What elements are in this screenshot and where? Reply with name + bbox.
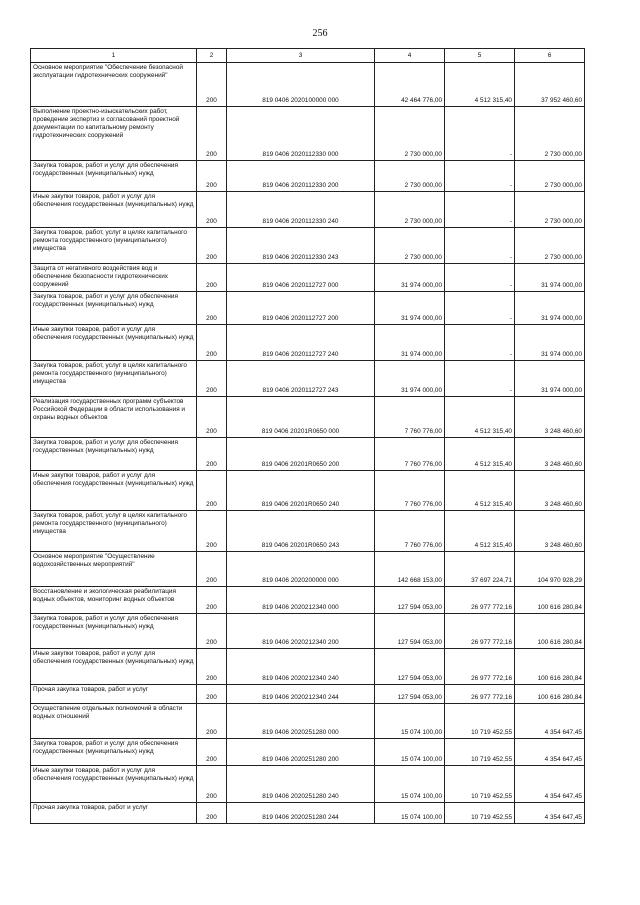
row-value-col6: 4 354 647,45 [515, 766, 585, 803]
row-value-col5: - [445, 107, 515, 161]
row-value-col5: - [445, 161, 515, 192]
row-name-cell: Иные закупки товаров, работ и услуг для обеспечения государственных (муниципальных) нужд [31, 766, 197, 803]
row-value-col5: 26 977 772,16 [445, 685, 515, 704]
row-col2-cell: 200 [197, 649, 227, 685]
row-name-cell: Закупка товаров, работ и услуг для обеспечения государственных (муниципальных) нужд [31, 161, 197, 192]
row-value-col4: 127 594 053,00 [375, 685, 445, 704]
row-col2-cell: 200 [197, 552, 227, 587]
column-header: 4 [375, 49, 445, 63]
row-value-col5: 26 977 772,16 [445, 649, 515, 685]
row-value-col5: 10 719 452,55 [445, 739, 515, 766]
row-code-cell: 819 0406 2020112330 240 [227, 192, 375, 228]
row-code-cell: 819 0406 2020112727 243 [227, 361, 375, 397]
column-header: 1 [31, 49, 197, 63]
row-value-col6: 31 974 000,00 [515, 292, 585, 325]
row-value-col6: 4 354 647,45 [515, 704, 585, 739]
row-col2-cell: 200 [197, 766, 227, 803]
row-name-cell: Основное мероприятие "Осуществление водохозяйственных мероприятий" [31, 552, 197, 587]
row-value-col5: - [445, 361, 515, 397]
row-value-col4: 31 974 000,00 [375, 292, 445, 325]
row-code-cell: 819 0406 20201R0650 240 [227, 471, 375, 511]
row-value-col4: 15 074 100,00 [375, 739, 445, 766]
row-value-col6: 31 974 000,00 [515, 264, 585, 292]
row-name-cell: Иные закупки товаров, работ и услуг для обеспечения государственных (муниципальных) нужд [31, 649, 197, 685]
row-col2-cell: 200 [197, 63, 227, 107]
row-code-cell: 819 0406 2020112727 000 [227, 264, 375, 292]
row-value-col5: 4 512 315,40 [445, 63, 515, 107]
row-name-cell: Закупка товаров, работ и услуг для обеспечения государственных (муниципальных) нужд [31, 292, 197, 325]
row-value-col5: 10 719 452,55 [445, 704, 515, 739]
row-value-col5: 26 977 772,16 [445, 614, 515, 649]
row-name-cell: Выполнение проектно-изыскательских работ, проведение экспертиз и согласований проектной документации по капитальному ремонту гидротехнических сооружений [31, 107, 197, 161]
column-header: 3 [227, 49, 375, 63]
row-code-cell: 819 0406 2020251280 244 [227, 803, 375, 824]
row-value-col5: 4 512 315,40 [445, 438, 515, 471]
row-value-col4: 2 730 000,00 [375, 192, 445, 228]
row-value-col6: 31 974 000,00 [515, 361, 585, 397]
row-value-col5: 4 512 315,40 [445, 397, 515, 438]
row-col2-cell: 200 [197, 264, 227, 292]
row-code-cell: 819 0406 20201R0650 200 [227, 438, 375, 471]
row-code-cell: 819 0406 2020112330 000 [227, 107, 375, 161]
column-header: 2 [197, 49, 227, 63]
row-value-col5: 4 512 315,40 [445, 511, 515, 552]
row-col2-cell: 200 [197, 361, 227, 397]
column-header: 6 [515, 49, 585, 63]
row-value-col4: 7 760 776,00 [375, 397, 445, 438]
table-row [31, 471, 585, 511]
row-code-cell: 819 0406 2020112330 243 [227, 228, 375, 264]
row-name-cell: Закупка товаров, работ и услуг для обеспечения государственных (муниципальных) нужд [31, 739, 197, 766]
row-name-cell: Закупка товаров, работ и услуг для обеспечения государственных (муниципальных) нужд [31, 438, 197, 471]
row-col2-cell: 200 [197, 803, 227, 824]
table-row [31, 587, 585, 614]
row-col2-cell: 200 [197, 587, 227, 614]
table-row [31, 192, 585, 228]
row-name-cell: Иные закупки товаров, работ и услуг для обеспечения государственных (муниципальных) нужд [31, 192, 197, 228]
table-row [31, 511, 585, 552]
row-col2-cell: 200 [197, 614, 227, 649]
row-col2-cell: 200 [197, 397, 227, 438]
row-value-col5: 26 977 772,16 [445, 587, 515, 614]
row-code-cell: 819 0406 2020100000 000 [227, 63, 375, 107]
row-code-cell: 819 0406 2020251280 240 [227, 766, 375, 803]
row-col2-cell: 200 [197, 471, 227, 511]
row-value-col4: 7 760 776,00 [375, 438, 445, 471]
row-value-col6: 37 952 460,60 [515, 63, 585, 107]
row-value-col6: 3 248 460,60 [515, 511, 585, 552]
row-value-col4: 142 668 153,00 [375, 552, 445, 587]
table-row [31, 438, 585, 471]
row-value-col4: 31 974 000,00 [375, 325, 445, 361]
row-value-col6: 104 970 928,29 [515, 552, 585, 587]
row-name-cell: Реализация государственных программ субъектов Российской Федерации в области использования и охраны водных объектов [31, 397, 197, 438]
row-value-col6: 100 616 280,84 [515, 587, 585, 614]
row-name-cell: Иные закупки товаров, работ и услуг для обеспечения государственных (муниципальных) нужд [31, 325, 197, 361]
table-row [31, 264, 585, 292]
row-value-col5: 4 512 315,40 [445, 471, 515, 511]
row-value-col5: 10 719 452,55 [445, 803, 515, 824]
row-name-cell: Закупка товаров, работ, услуг в целях капитального ремонта государственного (муниципального) имущества [31, 361, 197, 397]
page-number: 256 [312, 28, 328, 39]
table-row [31, 649, 585, 685]
row-code-cell: 819 0406 2020112727 200 [227, 292, 375, 325]
row-name-cell: Прочая закупка товаров, работ и услуг [31, 685, 197, 704]
table-body [31, 49, 585, 824]
table-row [31, 766, 585, 803]
table-row [31, 107, 585, 161]
table-header-row [31, 49, 585, 63]
table-row [31, 161, 585, 192]
row-value-col4: 7 760 776,00 [375, 511, 445, 552]
row-code-cell: 819 0406 2020212340 244 [227, 685, 375, 704]
row-col2-cell: 200 [197, 685, 227, 704]
row-name-cell: Закупка товаров, работ, услуг в целях капитального ремонта государственного (муниципального) имущества [31, 511, 197, 552]
row-col2-cell: 200 [197, 228, 227, 264]
column-header: 5 [445, 49, 515, 63]
row-value-col5: - [445, 192, 515, 228]
row-value-col6: 2 730 000,00 [515, 192, 585, 228]
row-col2-cell: 200 [197, 107, 227, 161]
budget-table [30, 48, 585, 824]
row-value-col5: - [445, 264, 515, 292]
row-name-cell: Защита от негативного воздействия вод и обеспечение безопасности гидротехнических сооружений [31, 264, 197, 292]
row-value-col6: 100 616 280,84 [515, 649, 585, 685]
row-value-col6: 2 730 000,00 [515, 161, 585, 192]
row-code-cell: 819 0406 2020251280 000 [227, 704, 375, 739]
table-row [31, 685, 585, 704]
table-row [31, 704, 585, 739]
table-row [31, 739, 585, 766]
row-value-col5: 10 719 452,55 [445, 766, 515, 803]
table-row [31, 803, 585, 824]
table-row [31, 292, 585, 325]
table-row [31, 63, 585, 107]
row-value-col4: 15 074 100,00 [375, 803, 445, 824]
row-col2-cell: 200 [197, 704, 227, 739]
row-value-col4: 127 594 053,00 [375, 649, 445, 685]
row-value-col4: 31 974 000,00 [375, 361, 445, 397]
row-value-col6: 3 248 460,60 [515, 438, 585, 471]
row-code-cell: 819 0406 2020112330 200 [227, 161, 375, 192]
row-col2-cell: 200 [197, 438, 227, 471]
row-value-col5: - [445, 228, 515, 264]
table-row [31, 552, 585, 587]
row-value-col4: 2 730 000,00 [375, 228, 445, 264]
row-value-col4: 31 974 000,00 [375, 264, 445, 292]
row-col2-cell: 200 [197, 292, 227, 325]
row-value-col6: 3 248 460,60 [515, 471, 585, 511]
row-value-col4: 127 594 053,00 [375, 587, 445, 614]
row-code-cell: 819 0406 2020212340 240 [227, 649, 375, 685]
row-name-cell: Закупка товаров, работ и услуг для обеспечения государственных (муниципальных) нужд [31, 614, 197, 649]
row-value-col4: 7 760 776,00 [375, 471, 445, 511]
row-value-col6: 4 354 647,45 [515, 739, 585, 766]
row-value-col6: 31 974 000,00 [515, 325, 585, 361]
row-name-cell: Закупка товаров, работ, услуг в целях капитального ремонта государственного (муниципального) имущества [31, 228, 197, 264]
row-value-col6: 4 354 647,45 [515, 803, 585, 824]
row-col2-cell: 200 [197, 325, 227, 361]
row-name-cell: Иные закупки товаров, работ и услуг для обеспечения государственных (муниципальных) нужд [31, 471, 197, 511]
row-code-cell: 819 0406 2020200000 000 [227, 552, 375, 587]
row-col2-cell: 200 [197, 161, 227, 192]
row-col2-cell: 200 [197, 511, 227, 552]
table-row [31, 614, 585, 649]
row-value-col6: 3 248 460,60 [515, 397, 585, 438]
row-value-col4: 42 464 776,00 [375, 63, 445, 107]
row-code-cell: 819 0406 2020212340 000 [227, 587, 375, 614]
row-col2-cell: 200 [197, 739, 227, 766]
row-value-col5: 37 697 224,71 [445, 552, 515, 587]
table-row [31, 397, 585, 438]
row-col2-cell: 200 [197, 192, 227, 228]
row-value-col4: 2 730 000,00 [375, 161, 445, 192]
row-value-col4: 15 074 100,00 [375, 766, 445, 803]
row-name-cell: Восстановление и экологическая реабилитация водных объектов, мониторинг водных объектов [31, 587, 197, 614]
row-code-cell: 819 0406 2020251280 200 [227, 739, 375, 766]
row-value-col4: 2 730 000,00 [375, 107, 445, 161]
row-value-col6: 100 616 280,84 [515, 685, 585, 704]
row-name-cell: Прочая закупка товаров, работ и услуг [31, 803, 197, 824]
table-row [31, 228, 585, 264]
row-value-col6: 2 730 000,00 [515, 107, 585, 161]
row-code-cell: 819 0406 20201R0650 243 [227, 511, 375, 552]
row-value-col4: 15 074 100,00 [375, 704, 445, 739]
row-value-col6: 2 730 000,00 [515, 228, 585, 264]
row-value-col5: - [445, 292, 515, 325]
row-value-col6: 100 616 280,84 [515, 614, 585, 649]
row-code-cell: 819 0406 20201R0650 000 [227, 397, 375, 438]
table-row [31, 361, 585, 397]
row-code-cell: 819 0406 2020212340 200 [227, 614, 375, 649]
row-value-col5: - [445, 325, 515, 361]
row-value-col4: 127 594 053,00 [375, 614, 445, 649]
row-name-cell: Основное мероприятие "Обеспечение безопасной эксплуатации гидротехнических сооружений" [31, 63, 197, 107]
row-name-cell: Осуществление отдельных полномочий в области водных отношений [31, 704, 197, 739]
row-code-cell: 819 0406 2020112727 240 [227, 325, 375, 361]
table-row [31, 325, 585, 361]
